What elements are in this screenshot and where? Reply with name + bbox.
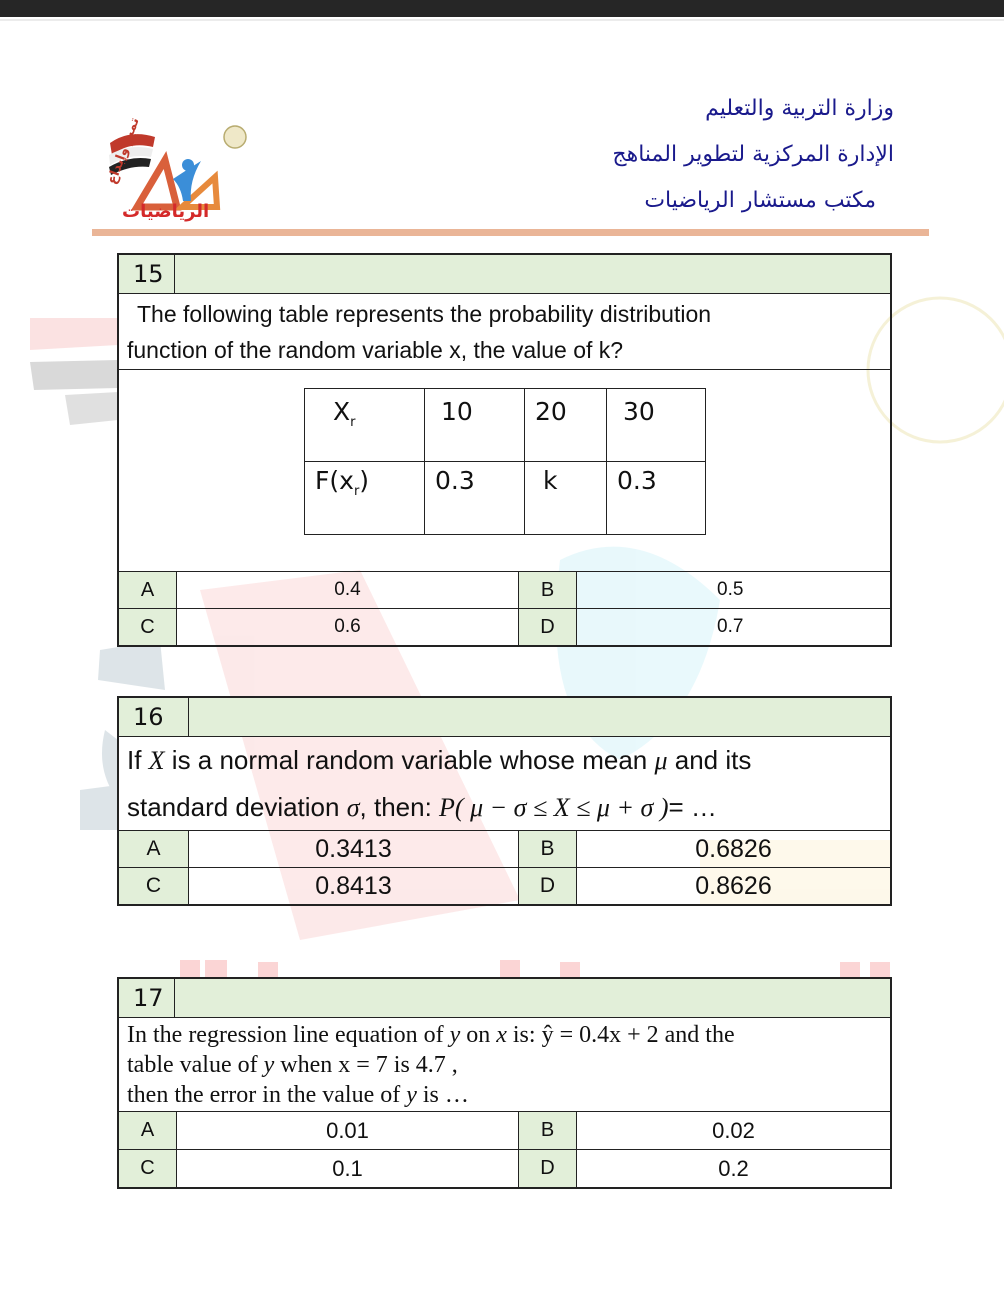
ministry-header xyxy=(594,86,894,224)
top-bar xyxy=(0,0,1004,17)
distribution-table xyxy=(304,388,706,535)
option-a-value[interactable]: 0.4 xyxy=(177,572,519,608)
option-b-label[interactable]: B xyxy=(519,831,577,867)
distribution-label-x: $X_r$ xyxy=(305,389,425,462)
option-a-label[interactable]: A xyxy=(119,572,177,608)
option-c-value[interactable]: 0.8413 xyxy=(189,868,519,904)
option-c-label[interactable]: C xyxy=(119,609,177,645)
logo-title: الرياضيات xyxy=(122,201,210,222)
question-text xyxy=(119,737,890,831)
options-row xyxy=(119,1112,890,1149)
option-a-label[interactable]: A xyxy=(119,831,189,867)
question-number: 15 xyxy=(119,255,175,293)
question-text-line-1: In the regression line equation of y on x is: ŷ = 0.4x + 2 and the xyxy=(127,1022,735,1048)
distribution-cell: 0.3 xyxy=(425,462,525,535)
distribution-row-x xyxy=(305,389,706,462)
probability-formula: P( μ − σ ≤ X ≤ μ + σ ) xyxy=(439,793,669,822)
option-b-value[interactable]: 0.6826 xyxy=(695,834,772,863)
question-16 xyxy=(117,696,892,906)
option-d-label[interactable]: D xyxy=(519,868,577,904)
question-text xyxy=(119,1018,890,1112)
option-c-label[interactable]: C xyxy=(119,868,189,904)
ministry-line-2: الإدارة المركزية لتطوير المناهج xyxy=(612,142,894,167)
question-number: 16 xyxy=(119,698,189,736)
options-row xyxy=(119,608,890,645)
options-row xyxy=(119,1149,890,1187)
top-divider xyxy=(0,19,1004,21)
option-a-value[interactable]: 0.01 xyxy=(177,1112,519,1149)
question-text xyxy=(119,294,890,370)
question-text-line-1: If X is a normal random variable whose mean μ and its xyxy=(127,745,752,775)
question-15 xyxy=(117,253,892,647)
question-17 xyxy=(117,977,892,1189)
distribution-cell: 30 xyxy=(607,389,706,462)
options-row xyxy=(119,867,890,904)
option-d-value[interactable]: 0.2 xyxy=(718,1155,749,1181)
option-b-value[interactable]: 0.5 xyxy=(717,579,744,600)
option-a-value[interactable]: 0.3413 xyxy=(189,831,519,867)
option-d-label[interactable]: D xyxy=(519,1150,577,1187)
distribution-cell: 10 xyxy=(425,389,525,462)
option-c-label[interactable]: C xyxy=(119,1150,177,1187)
option-c-value[interactable]: 0.1 xyxy=(177,1150,519,1187)
option-c-value[interactable]: 0.6 xyxy=(177,609,519,645)
regression-equation: ŷ = 0.4x + 2 xyxy=(541,1022,659,1048)
option-a-label[interactable]: A xyxy=(119,1112,177,1149)
question-text-line-1: The following table represents the probability distribution xyxy=(137,301,712,327)
logo-slogan: تميز وإبداع xyxy=(104,115,143,187)
question-text-line-2: table value of y when x = 7 is 4.7 , xyxy=(127,1052,458,1078)
option-b-label[interactable]: B xyxy=(519,1112,577,1149)
question-header xyxy=(119,255,890,294)
distribution-cell: 20 xyxy=(525,389,607,462)
option-d-value[interactable]: 0.7 xyxy=(717,616,744,637)
question-text-line-3: then the error in the value of y is … xyxy=(127,1082,469,1108)
distribution-cell: 0.3 xyxy=(607,462,706,535)
option-b-value[interactable]: 0.02 xyxy=(712,1117,755,1143)
question-text-line-2: function of the random variable x, the value of k? xyxy=(127,337,624,363)
option-b-label[interactable]: B xyxy=(519,572,577,608)
options-row xyxy=(119,572,890,608)
option-d-value[interactable]: 0.8626 xyxy=(695,871,772,900)
distribution-area xyxy=(119,370,890,572)
distribution-label-f: $F(x_r)$ xyxy=(305,462,425,535)
ministry-line-1: وزارة التربية والتعليم xyxy=(705,96,894,121)
ministry-line-3: مكتب مستشار الرياضيات xyxy=(644,188,876,213)
question-header xyxy=(119,698,890,737)
option-d-label[interactable]: D xyxy=(519,609,577,645)
question-text-line-2: standard deviation σ, then: P( μ − σ ≤ X ≤ μ + σ )= … xyxy=(127,792,717,822)
question-header xyxy=(119,979,890,1018)
options-row xyxy=(119,831,890,867)
distribution-cell: k xyxy=(525,462,607,535)
question-number: 17 xyxy=(119,979,175,1017)
distribution-row-f xyxy=(305,462,706,535)
header-divider xyxy=(92,229,929,236)
